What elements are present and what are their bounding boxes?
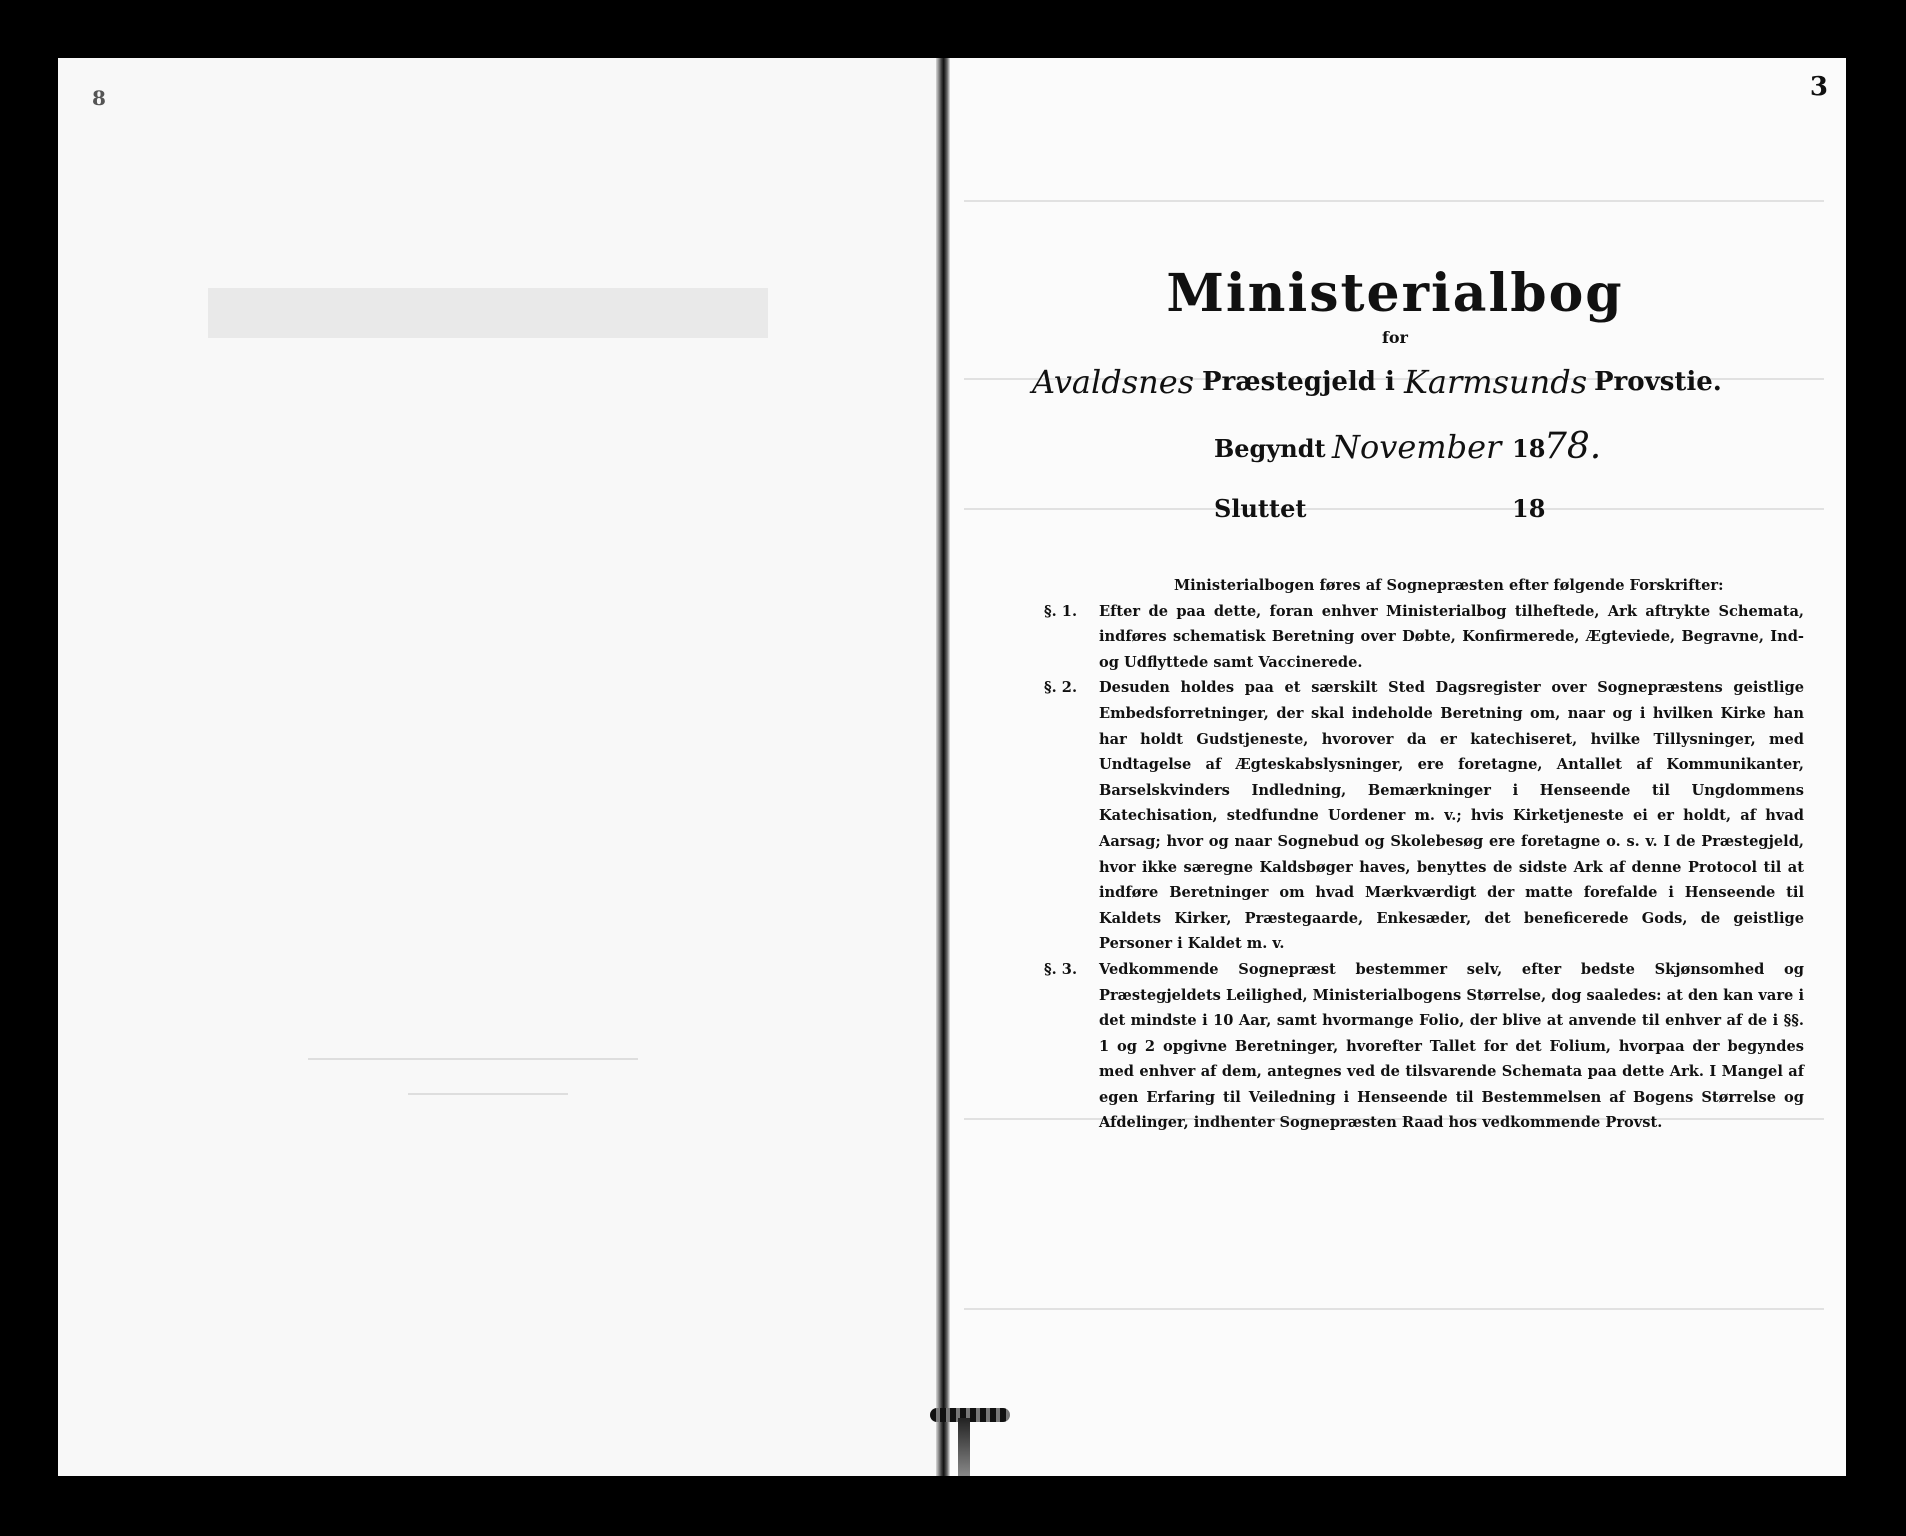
left-folio-number: 8 — [92, 86, 106, 110]
right-page — [944, 58, 1846, 1476]
begun-year-prefix: 18 — [1512, 434, 1546, 463]
bleed-through-shape — [208, 268, 768, 358]
rule-paragraph — [1044, 599, 1804, 676]
rule-paragraph — [1044, 957, 1804, 1136]
begun-line — [944, 426, 1846, 474]
bleed-through-line — [408, 1093, 568, 1095]
bleed-through-line — [964, 200, 1824, 202]
begun-label: Begyndt — [1214, 434, 1326, 463]
parish-line — [944, 363, 1846, 413]
parish-name-handwritten: Avaldsnes — [1032, 363, 1195, 401]
rules-heading: Ministerialbogen føres af Sognepræsten efter følgende Forskrifter: — [1174, 577, 1724, 594]
bleed-through-line — [964, 1308, 1824, 1310]
left-page — [58, 58, 941, 1476]
book-spine — [936, 58, 950, 1476]
ended-label: Sluttet — [1214, 494, 1307, 523]
parish-label: Præstegjeld i — [1202, 367, 1395, 397]
rules-section — [1044, 573, 1804, 1136]
rule-number: §. 1. — [1044, 602, 1078, 620]
rule-number: §. 3. — [1044, 960, 1078, 978]
rule-text: Vedkommende Sognepræst bestemmer selv, efter bedste Skjønsomhed og Præstegjeldets Leilighed, Ministerialbogens Størrelse, dog saaledes: at den kan vare i det mindste i 10 Aar, samt hvormange Folio, der blive at anvende til enhver af de i §§. 1 og 2 opgivne Beretninger, hvorefter Tallet for det Folium, hvorpaa der begyndes med enhver af dem, antegnes ved de tilsvarende Schemata paa dette Ark. I Mangel af egen Erfaring til Veiledning i Henseende til Bestemmelsen af Bogens Størrelse og Afdelinger, indhenter Sognepræsten Raad hos vedkommende Provst. — [1099, 960, 1804, 1132]
for-text: for — [1382, 328, 1408, 347]
binding-cord-tail — [958, 1418, 970, 1476]
bleed-through-line — [308, 1058, 638, 1060]
rule-text: Desuden holdes paa et særskilt Sted Dagsregister over Sognepræstens geistlige Embedsforretninger, der skal indeholde Beretning om, naar og i hvilken Kirke han har holdt Gudstjeneste, hvorover da er katechiseret, hvilke Tillysninger, med Undtagelse af Ægteskabslysninger, ere foretagne, Antallet af Kommunikanter, Barselskvinders Indledning, Bemærkninger i Henseende til Ungdommens Katechisation, stedfundne Uordener m. v.; hvis Kirketjeneste ei er holdt, af hvad Aarsag; hvor og naar Sognebud og Skolebesøg ere foretagne o. s. v. I de Præstegjeld, hvor ikke særegne Kaldsbøger haves, benyttes de sidste Ark af denne Protocol til at indføre Beretninger om hvad Mærkværdigt der matte forefalde i Henseende til Kaldets Kirker, Præstegaarde, Enkesæder, det beneficerede Gods, de geistlige Personer i Kaldet m. v. — [1099, 679, 1804, 953]
binding-cord — [930, 1408, 1010, 1422]
ended-line — [944, 494, 1846, 534]
bleed-through-text — [208, 268, 768, 378]
rule-text: Efter de paa dette, foran enhver Ministerialbog tilheftede, Ark aftrykte Schemata, indføres schematisk Beretning over Døbte, Konfirmerede, Ægteviede, Begravne, Ind- og Udflyttede samt Vaccinerede. — [1099, 602, 1804, 671]
deanery-name-handwritten: Karmsunds — [1404, 363, 1588, 401]
begun-year-handwritten: 78. — [1544, 426, 1602, 467]
deanery-label: Provstie. — [1594, 367, 1722, 397]
right-folio-number: 3 — [1809, 72, 1828, 102]
ended-year-prefix: 18 — [1512, 494, 1546, 523]
rule-number: §. 2. — [1044, 679, 1078, 697]
begun-month-handwritten: November — [1332, 428, 1502, 466]
page-title: Ministerialbog — [1166, 263, 1624, 324]
rule-paragraph — [1044, 675, 1804, 957]
